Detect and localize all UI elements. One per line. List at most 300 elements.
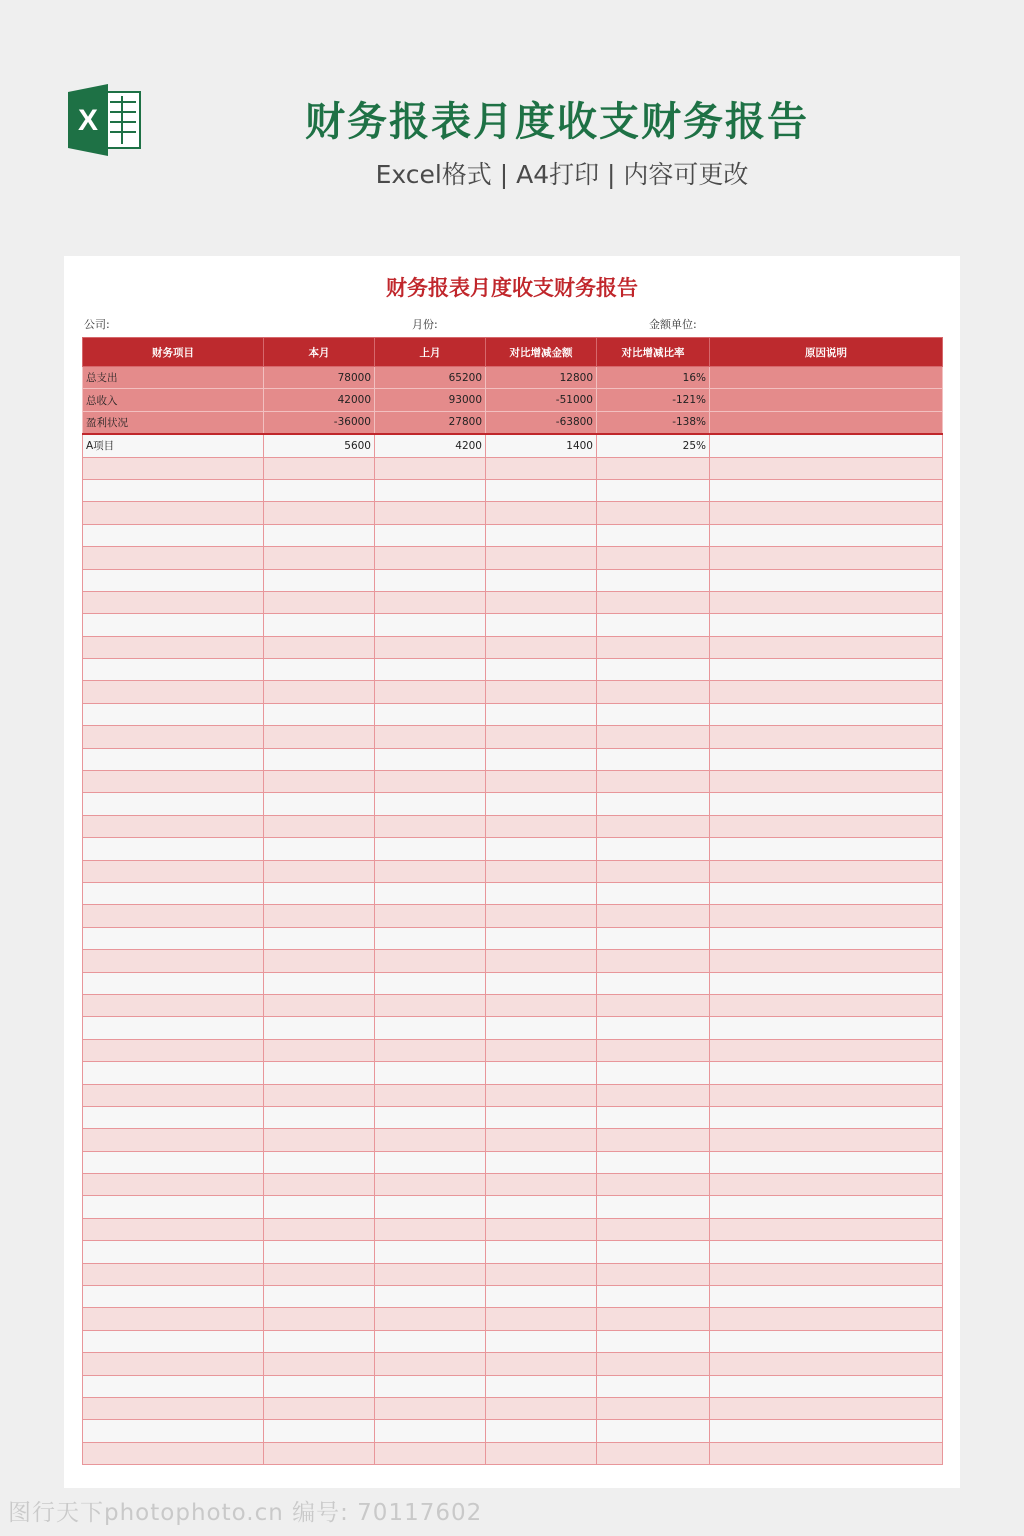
- empty-cell[interactable]: [375, 1129, 486, 1151]
- empty-cell[interactable]: [264, 703, 375, 725]
- empty-cell[interactable]: [710, 793, 943, 815]
- cell-reason[interactable]: [710, 367, 943, 389]
- empty-cell[interactable]: [486, 972, 597, 994]
- empty-cell[interactable]: [83, 479, 264, 501]
- empty-cell[interactable]: [264, 972, 375, 994]
- empty-cell[interactable]: [264, 457, 375, 479]
- empty-cell[interactable]: [83, 591, 264, 613]
- empty-cell[interactable]: [83, 838, 264, 860]
- empty-cell[interactable]: [486, 502, 597, 524]
- empty-cell[interactable]: [710, 882, 943, 904]
- empty-cell[interactable]: [710, 927, 943, 949]
- empty-cell[interactable]: [264, 1151, 375, 1173]
- empty-cell[interactable]: [264, 524, 375, 546]
- cell-item[interactable]: 总支出: [83, 367, 264, 389]
- col-header-diff-ratio[interactable]: 对比增减比率: [597, 338, 710, 367]
- empty-cell[interactable]: [710, 1353, 943, 1375]
- cell-this-month[interactable]: -36000: [264, 411, 375, 434]
- empty-cell[interactable]: [710, 860, 943, 882]
- empty-cell[interactable]: [486, 614, 597, 636]
- empty-cell[interactable]: [264, 905, 375, 927]
- empty-cell[interactable]: [597, 1106, 710, 1128]
- empty-cell[interactable]: [375, 793, 486, 815]
- col-header-reason[interactable]: 原因说明: [710, 338, 943, 367]
- empty-cell[interactable]: [264, 1442, 375, 1464]
- empty-cell[interactable]: [710, 636, 943, 658]
- cell-last-month[interactable]: 65200: [375, 367, 486, 389]
- empty-cell[interactable]: [486, 703, 597, 725]
- empty-cell[interactable]: [83, 793, 264, 815]
- empty-cell[interactable]: [486, 1218, 597, 1240]
- empty-cell[interactable]: [375, 1062, 486, 1084]
- empty-cell[interactable]: [83, 703, 264, 725]
- empty-cell[interactable]: [710, 1442, 943, 1464]
- col-header-last-month[interactable]: 上月: [375, 338, 486, 367]
- empty-cell[interactable]: [597, 1308, 710, 1330]
- cell-item[interactable]: 盈利状况: [83, 411, 264, 434]
- cell-this-month[interactable]: 5600: [264, 434, 375, 457]
- empty-cell[interactable]: [83, 950, 264, 972]
- empty-cell[interactable]: [264, 591, 375, 613]
- empty-cell[interactable]: [710, 771, 943, 793]
- empty-cell[interactable]: [83, 1129, 264, 1151]
- empty-cell[interactable]: [486, 927, 597, 949]
- empty-cell[interactable]: [83, 1106, 264, 1128]
- empty-cell[interactable]: [486, 793, 597, 815]
- empty-cell[interactable]: [375, 659, 486, 681]
- empty-cell[interactable]: [375, 950, 486, 972]
- cell-last-month[interactable]: 4200: [375, 434, 486, 457]
- empty-cell[interactable]: [597, 1218, 710, 1240]
- empty-cell[interactable]: [83, 815, 264, 837]
- empty-cell[interactable]: [264, 1420, 375, 1442]
- empty-cell[interactable]: [597, 547, 710, 569]
- empty-cell[interactable]: [375, 479, 486, 501]
- empty-cell[interactable]: [597, 1420, 710, 1442]
- cell-item[interactable]: 总收入: [83, 389, 264, 411]
- empty-cell[interactable]: [83, 659, 264, 681]
- empty-cell[interactable]: [597, 1129, 710, 1151]
- empty-cell[interactable]: [486, 1084, 597, 1106]
- empty-cell[interactable]: [710, 457, 943, 479]
- empty-cell[interactable]: [375, 1330, 486, 1352]
- empty-cell[interactable]: [710, 703, 943, 725]
- empty-cell[interactable]: [83, 1397, 264, 1419]
- empty-cell[interactable]: [375, 1263, 486, 1285]
- empty-cell[interactable]: [710, 905, 943, 927]
- empty-cell[interactable]: [486, 457, 597, 479]
- empty-cell[interactable]: [264, 1129, 375, 1151]
- empty-cell[interactable]: [597, 1084, 710, 1106]
- empty-cell[interactable]: [710, 502, 943, 524]
- empty-cell[interactable]: [486, 1397, 597, 1419]
- empty-cell[interactable]: [486, 882, 597, 904]
- empty-cell[interactable]: [597, 726, 710, 748]
- empty-cell[interactable]: [597, 1062, 710, 1084]
- empty-cell[interactable]: [264, 1017, 375, 1039]
- empty-cell[interactable]: [375, 815, 486, 837]
- cell-diff[interactable]: 12800: [486, 367, 597, 389]
- empty-cell[interactable]: [486, 748, 597, 770]
- empty-cell[interactable]: [375, 1397, 486, 1419]
- empty-cell[interactable]: [83, 1084, 264, 1106]
- empty-cell[interactable]: [597, 479, 710, 501]
- empty-cell[interactable]: [597, 681, 710, 703]
- empty-cell[interactable]: [710, 1084, 943, 1106]
- empty-cell[interactable]: [710, 1397, 943, 1419]
- empty-cell[interactable]: [486, 1151, 597, 1173]
- empty-cell[interactable]: [710, 1039, 943, 1061]
- empty-cell[interactable]: [375, 1174, 486, 1196]
- empty-cell[interactable]: [264, 1084, 375, 1106]
- empty-cell[interactable]: [597, 1039, 710, 1061]
- empty-cell[interactable]: [597, 927, 710, 949]
- empty-cell[interactable]: [710, 681, 943, 703]
- empty-cell[interactable]: [486, 1106, 597, 1128]
- empty-cell[interactable]: [264, 882, 375, 904]
- empty-cell[interactable]: [375, 524, 486, 546]
- empty-cell[interactable]: [83, 1420, 264, 1442]
- empty-cell[interactable]: [486, 1039, 597, 1061]
- empty-cell[interactable]: [83, 726, 264, 748]
- empty-cell[interactable]: [486, 1017, 597, 1039]
- empty-cell[interactable]: [597, 972, 710, 994]
- empty-cell[interactable]: [710, 524, 943, 546]
- empty-cell[interactable]: [375, 927, 486, 949]
- empty-cell[interactable]: [597, 950, 710, 972]
- empty-cell[interactable]: [264, 659, 375, 681]
- empty-cell[interactable]: [486, 1196, 597, 1218]
- empty-cell[interactable]: [486, 636, 597, 658]
- empty-cell[interactable]: [597, 659, 710, 681]
- empty-cell[interactable]: [710, 1308, 943, 1330]
- empty-cell[interactable]: [486, 1062, 597, 1084]
- cell-diff[interactable]: 1400: [486, 434, 597, 457]
- empty-cell[interactable]: [710, 1151, 943, 1173]
- empty-cell[interactable]: [710, 726, 943, 748]
- empty-cell[interactable]: [264, 1039, 375, 1061]
- empty-cell[interactable]: [597, 838, 710, 860]
- cell-ratio[interactable]: 16%: [597, 367, 710, 389]
- empty-cell[interactable]: [597, 614, 710, 636]
- empty-cell[interactable]: [486, 1129, 597, 1151]
- empty-cell[interactable]: [375, 726, 486, 748]
- empty-cell[interactable]: [375, 502, 486, 524]
- empty-cell[interactable]: [710, 1218, 943, 1240]
- empty-cell[interactable]: [264, 479, 375, 501]
- empty-cell[interactable]: [83, 1286, 264, 1308]
- col-header-this-month[interactable]: 本月: [264, 338, 375, 367]
- empty-cell[interactable]: [83, 1375, 264, 1397]
- empty-cell[interactable]: [83, 1174, 264, 1196]
- empty-cell[interactable]: [710, 994, 943, 1016]
- empty-cell[interactable]: [710, 1129, 943, 1151]
- empty-cell[interactable]: [375, 1196, 486, 1218]
- empty-cell[interactable]: [264, 1196, 375, 1218]
- empty-cell[interactable]: [486, 1330, 597, 1352]
- empty-cell[interactable]: [597, 994, 710, 1016]
- empty-cell[interactable]: [486, 1442, 597, 1464]
- empty-cell[interactable]: [486, 1263, 597, 1285]
- empty-cell[interactable]: [375, 591, 486, 613]
- empty-cell[interactable]: [264, 726, 375, 748]
- empty-cell[interactable]: [486, 547, 597, 569]
- empty-cell[interactable]: [597, 1017, 710, 1039]
- empty-cell[interactable]: [710, 1420, 943, 1442]
- empty-cell[interactable]: [264, 1106, 375, 1128]
- empty-cell[interactable]: [375, 860, 486, 882]
- empty-cell[interactable]: [486, 1308, 597, 1330]
- empty-cell[interactable]: [597, 1196, 710, 1218]
- empty-cell[interactable]: [375, 1084, 486, 1106]
- empty-cell[interactable]: [597, 1375, 710, 1397]
- empty-cell[interactable]: [486, 838, 597, 860]
- empty-cell[interactable]: [710, 838, 943, 860]
- cell-this-month[interactable]: 78000: [264, 367, 375, 389]
- empty-cell[interactable]: [83, 994, 264, 1016]
- empty-cell[interactable]: [597, 771, 710, 793]
- cell-this-month[interactable]: 42000: [264, 389, 375, 411]
- empty-cell[interactable]: [597, 1151, 710, 1173]
- empty-cell[interactable]: [597, 1353, 710, 1375]
- empty-cell[interactable]: [710, 614, 943, 636]
- empty-cell[interactable]: [486, 681, 597, 703]
- empty-cell[interactable]: [375, 905, 486, 927]
- empty-cell[interactable]: [710, 1106, 943, 1128]
- cell-ratio[interactable]: -121%: [597, 389, 710, 411]
- empty-cell[interactable]: [83, 1263, 264, 1285]
- empty-cell[interactable]: [486, 479, 597, 501]
- cell-item[interactable]: A项目: [83, 434, 264, 457]
- empty-cell[interactable]: [486, 860, 597, 882]
- empty-cell[interactable]: [597, 1241, 710, 1263]
- empty-cell[interactable]: [83, 1017, 264, 1039]
- empty-cell[interactable]: [264, 771, 375, 793]
- empty-cell[interactable]: [264, 860, 375, 882]
- empty-cell[interactable]: [710, 1375, 943, 1397]
- empty-cell[interactable]: [264, 1241, 375, 1263]
- empty-cell[interactable]: [375, 569, 486, 591]
- cell-reason[interactable]: [710, 411, 943, 434]
- empty-cell[interactable]: [375, 1286, 486, 1308]
- empty-cell[interactable]: [597, 502, 710, 524]
- empty-cell[interactable]: [486, 1241, 597, 1263]
- empty-cell[interactable]: [264, 1330, 375, 1352]
- empty-cell[interactable]: [597, 569, 710, 591]
- empty-cell[interactable]: [486, 659, 597, 681]
- empty-cell[interactable]: [597, 815, 710, 837]
- empty-cell[interactable]: [375, 457, 486, 479]
- empty-cell[interactable]: [486, 815, 597, 837]
- empty-cell[interactable]: [597, 703, 710, 725]
- empty-cell[interactable]: [486, 950, 597, 972]
- empty-cell[interactable]: [375, 1017, 486, 1039]
- empty-cell[interactable]: [375, 972, 486, 994]
- empty-cell[interactable]: [83, 1353, 264, 1375]
- cell-last-month[interactable]: 93000: [375, 389, 486, 411]
- empty-cell[interactable]: [597, 1442, 710, 1464]
- empty-cell[interactable]: [264, 994, 375, 1016]
- empty-cell[interactable]: [83, 1039, 264, 1061]
- empty-cell[interactable]: [486, 524, 597, 546]
- empty-cell[interactable]: [83, 681, 264, 703]
- empty-cell[interactable]: [710, 659, 943, 681]
- empty-cell[interactable]: [375, 1106, 486, 1128]
- empty-cell[interactable]: [375, 838, 486, 860]
- empty-cell[interactable]: [710, 569, 943, 591]
- empty-cell[interactable]: [375, 1151, 486, 1173]
- empty-cell[interactable]: [597, 860, 710, 882]
- empty-cell[interactable]: [486, 1286, 597, 1308]
- empty-cell[interactable]: [83, 457, 264, 479]
- empty-cell[interactable]: [375, 547, 486, 569]
- empty-cell[interactable]: [83, 1442, 264, 1464]
- empty-cell[interactable]: [486, 905, 597, 927]
- empty-cell[interactable]: [83, 1151, 264, 1173]
- empty-cell[interactable]: [710, 1241, 943, 1263]
- empty-cell[interactable]: [375, 614, 486, 636]
- empty-cell[interactable]: [375, 1353, 486, 1375]
- empty-cell[interactable]: [83, 524, 264, 546]
- empty-cell[interactable]: [83, 1218, 264, 1240]
- empty-cell[interactable]: [264, 681, 375, 703]
- cell-diff[interactable]: -63800: [486, 411, 597, 434]
- empty-cell[interactable]: [375, 748, 486, 770]
- empty-cell[interactable]: [264, 748, 375, 770]
- empty-cell[interactable]: [710, 1330, 943, 1352]
- empty-cell[interactable]: [710, 1017, 943, 1039]
- empty-cell[interactable]: [486, 1353, 597, 1375]
- empty-cell[interactable]: [486, 771, 597, 793]
- empty-cell[interactable]: [710, 1062, 943, 1084]
- empty-cell[interactable]: [83, 882, 264, 904]
- empty-cell[interactable]: [597, 793, 710, 815]
- empty-cell[interactable]: [264, 1353, 375, 1375]
- cell-ratio[interactable]: -138%: [597, 411, 710, 434]
- empty-cell[interactable]: [83, 860, 264, 882]
- empty-cell[interactable]: [83, 1062, 264, 1084]
- empty-cell[interactable]: [83, 1308, 264, 1330]
- empty-cell[interactable]: [83, 771, 264, 793]
- empty-cell[interactable]: [264, 838, 375, 860]
- empty-cell[interactable]: [597, 457, 710, 479]
- empty-cell[interactable]: [486, 1375, 597, 1397]
- empty-cell[interactable]: [264, 1174, 375, 1196]
- empty-cell[interactable]: [83, 927, 264, 949]
- empty-cell[interactable]: [710, 815, 943, 837]
- empty-cell[interactable]: [486, 591, 597, 613]
- empty-cell[interactable]: [486, 1174, 597, 1196]
- empty-cell[interactable]: [83, 1196, 264, 1218]
- empty-cell[interactable]: [264, 815, 375, 837]
- empty-cell[interactable]: [710, 1263, 943, 1285]
- empty-cell[interactable]: [710, 591, 943, 613]
- empty-cell[interactable]: [375, 1308, 486, 1330]
- empty-cell[interactable]: [83, 905, 264, 927]
- empty-cell[interactable]: [264, 950, 375, 972]
- empty-cell[interactable]: [83, 547, 264, 569]
- empty-cell[interactable]: [597, 636, 710, 658]
- empty-cell[interactable]: [375, 636, 486, 658]
- empty-cell[interactable]: [375, 994, 486, 1016]
- empty-cell[interactable]: [375, 1241, 486, 1263]
- cell-reason[interactable]: [710, 389, 943, 411]
- empty-cell[interactable]: [597, 1263, 710, 1285]
- empty-cell[interactable]: [486, 726, 597, 748]
- empty-cell[interactable]: [83, 1330, 264, 1352]
- empty-cell[interactable]: [375, 1442, 486, 1464]
- empty-cell[interactable]: [486, 569, 597, 591]
- empty-cell[interactable]: [375, 1218, 486, 1240]
- empty-cell[interactable]: [375, 703, 486, 725]
- empty-cell[interactable]: [83, 502, 264, 524]
- empty-cell[interactable]: [264, 1375, 375, 1397]
- empty-cell[interactable]: [710, 547, 943, 569]
- empty-cell[interactable]: [710, 950, 943, 972]
- empty-cell[interactable]: [83, 636, 264, 658]
- empty-cell[interactable]: [597, 882, 710, 904]
- empty-cell[interactable]: [710, 1174, 943, 1196]
- empty-cell[interactable]: [710, 1286, 943, 1308]
- empty-cell[interactable]: [375, 771, 486, 793]
- empty-cell[interactable]: [264, 793, 375, 815]
- empty-cell[interactable]: [597, 905, 710, 927]
- empty-cell[interactable]: [375, 882, 486, 904]
- empty-cell[interactable]: [83, 1241, 264, 1263]
- empty-cell[interactable]: [264, 1286, 375, 1308]
- col-header-diff-amount[interactable]: 对比增减金额: [486, 338, 597, 367]
- empty-cell[interactable]: [375, 681, 486, 703]
- empty-cell[interactable]: [597, 748, 710, 770]
- empty-cell[interactable]: [264, 614, 375, 636]
- empty-cell[interactable]: [597, 1286, 710, 1308]
- empty-cell[interactable]: [264, 1397, 375, 1419]
- cell-ratio[interactable]: 25%: [597, 434, 710, 457]
- empty-cell[interactable]: [264, 1263, 375, 1285]
- empty-cell[interactable]: [375, 1420, 486, 1442]
- empty-cell[interactable]: [264, 1218, 375, 1240]
- cell-reason[interactable]: [710, 434, 943, 457]
- empty-cell[interactable]: [597, 1174, 710, 1196]
- empty-cell[interactable]: [264, 1308, 375, 1330]
- empty-cell[interactable]: [486, 1420, 597, 1442]
- empty-cell[interactable]: [264, 502, 375, 524]
- empty-cell[interactable]: [710, 748, 943, 770]
- empty-cell[interactable]: [375, 1375, 486, 1397]
- empty-cell[interactable]: [710, 972, 943, 994]
- empty-cell[interactable]: [83, 569, 264, 591]
- empty-cell[interactable]: [375, 1039, 486, 1061]
- empty-cell[interactable]: [710, 479, 943, 501]
- empty-cell[interactable]: [597, 591, 710, 613]
- empty-cell[interactable]: [710, 1196, 943, 1218]
- cell-diff[interactable]: -51000: [486, 389, 597, 411]
- empty-cell[interactable]: [264, 547, 375, 569]
- empty-cell[interactable]: [486, 994, 597, 1016]
- empty-cell[interactable]: [83, 614, 264, 636]
- empty-cell[interactable]: [83, 748, 264, 770]
- cell-last-month[interactable]: 27800: [375, 411, 486, 434]
- empty-cell[interactable]: [264, 636, 375, 658]
- empty-cell[interactable]: [83, 972, 264, 994]
- empty-cell[interactable]: [264, 569, 375, 591]
- empty-cell[interactable]: [597, 1397, 710, 1419]
- col-header-item[interactable]: 财务项目: [83, 338, 264, 367]
- empty-cell[interactable]: [597, 524, 710, 546]
- empty-cell[interactable]: [264, 1062, 375, 1084]
- empty-cell[interactable]: [264, 927, 375, 949]
- empty-cell[interactable]: [597, 1330, 710, 1352]
